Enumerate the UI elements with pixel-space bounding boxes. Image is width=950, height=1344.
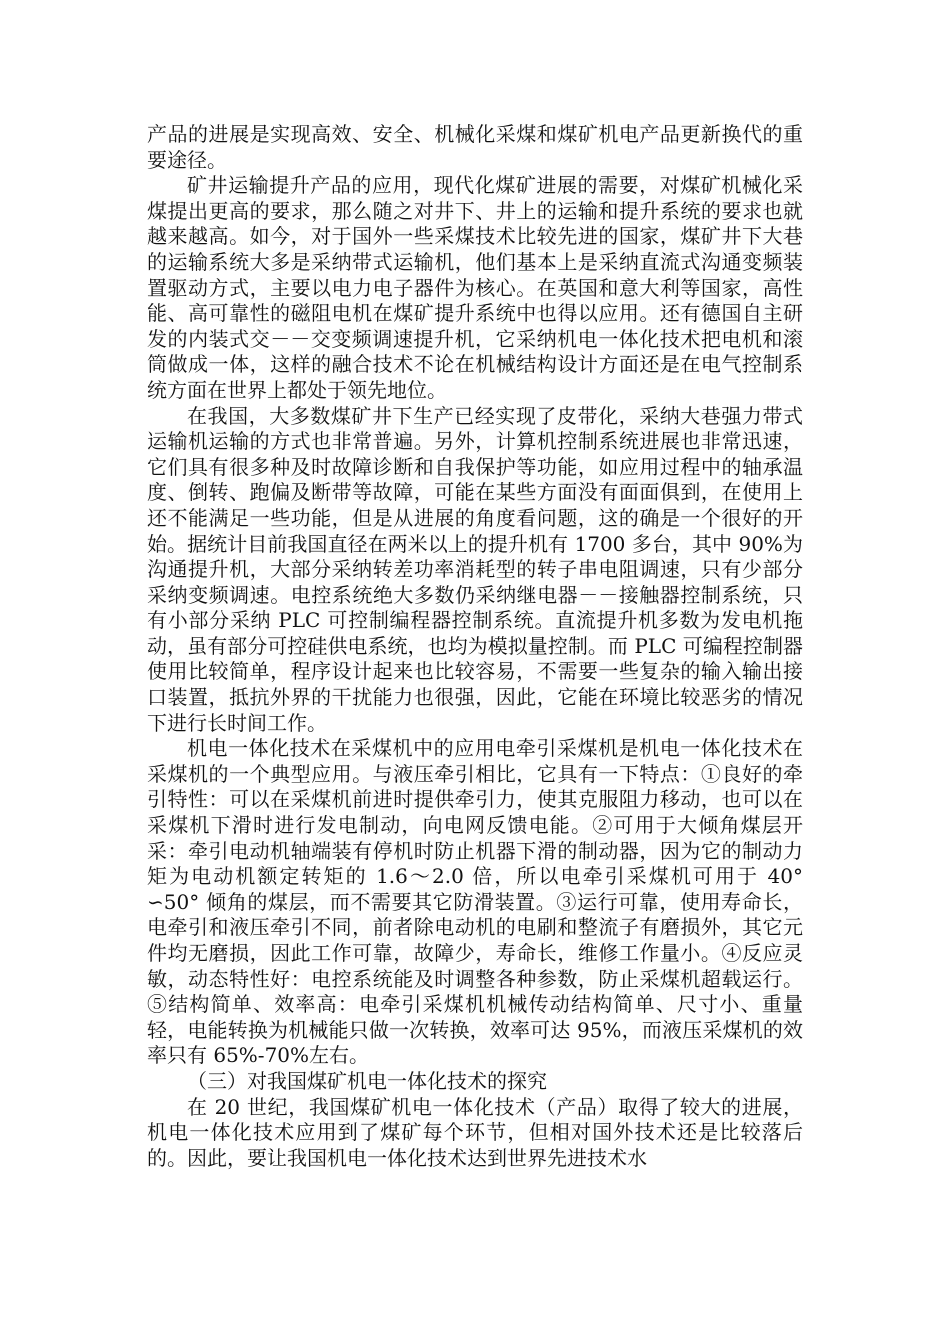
document-body (147, 122, 803, 1171)
paragraph-mine-transport: 矿井运输提升产品的应用，现代化煤矿进展的需要，对煤矿机械化采煤提出更高的要求，那么随之对井下、井上的运输和提升系统的要求也就越来越高。如今，对于国外一些采煤技术比较先进的国家，煤矿井下大巷的运输系统大多是采纳带式运输机，他们基本上是采纳直流式沟通变频装置驱动方式，主要以电力电子器件为核心。在英国和意大利等国家，高性能、高可靠性的磁阻电机在煤矿提升系统中也得以应用。还有德国自主研发的内装式交－－交变频调速提升机，它采纳机电一体化技术把电机和滚筒做成一体，这样的融合技术不论在机械结构设计方面还是在电气控制系统方面在世界上都处于领先地位。 (147, 173, 803, 402)
paragraph-china-status: 在我国，大多数煤矿井下生产已经实现了皮带化，采纳大巷强力带式运输机运输的方式也非常普遍。另外，计算机控制系统进展也非常迅速，它们具有很多种及时故障诊断和自我保护等功能，如应用过程中的轴承温度、倒转、跑偏及断带等故障，可能在某些方面没有面面俱到，在使用上还不能满足一些功能，但是从进展的角度看问题，这的确是一个很好的开始。据统计目前我国直径在两米以上的提升机有 1700 多台，其中 90%为沟通提升机，大部分采纳转差功率消耗型的转子串电阻调速，只有少部分采纳变频调速。电控系统绝大多数仍采纳继电器－－接触器控制系统，只有小部分采纳 PLC 可控制编程器控制系统。直流提升机多数为发电机拖动，虽有部分可控硅供电系统，也均为模拟量控制。而 PLC 可编程控制器使用比较简单，程序设计起来也比较容易，不需要一些复杂的输入输出接口装置，抵抗外界的干扰能力也很强，因此，它能在环境比较恶劣的情况下进行长时间工作。 (147, 403, 803, 735)
section-heading: （三）对我国煤矿机电一体化技术的探究 (187, 1068, 547, 1093)
paragraph-intro-continuation: 产品的进展是实现高效、安全、机械化采煤和煤矿机电产品更新换代的重要途径。 (147, 122, 803, 172)
paragraph-shearer-application: 机电一体化技术在采煤机中的应用电牵引采煤机是机电一体化技术在采煤机的一个典型应用。与液压牵引相比，它具有一下特点：①良好的牵引特性：可以在采煤机前进时提供牵引力，使其克服阻力移动，也可以在采煤机下滑时进行发电制动，向电网反馈电能。②可用于大倾角煤层开采：牵引电动机轴端装有停机时防止机器下滑的制动器，因为它的制动力矩为电动机额定转矩的 1.6～2.0 倍，所以电牵引采煤机可用于 40° ∽50° 倾角的煤层，而不需要其它防滑装置。③运行可靠，使用寿命长，电牵引和液压牵引不同，前者除电动机的电刷和整流子有磨损外，其它元件均无磨损，因此工作可靠，故障少，寿命长，维修工作量小。④反应灵敏，动态特性好：电控系统能及时调整各种参数，防止采煤机超载运行。⑤结构简单、效率高：电牵引采煤机机械传动结构简单、尺寸小、重量轻，电能转换为机械能只做一次转换，效率可达 95%，而液压采煤机的效率只有 65%-70%左右。 (147, 736, 803, 1068)
paragraph-research: 在 20 世纪，我国煤矿机电一体化技术（产品）取得了较大的进展，机电一体化技术应用到了煤矿每个环节，但相对国外技术还是比较落后的。因此，要让我国机电一体化技术达到世界先进技术水 (147, 1094, 803, 1170)
